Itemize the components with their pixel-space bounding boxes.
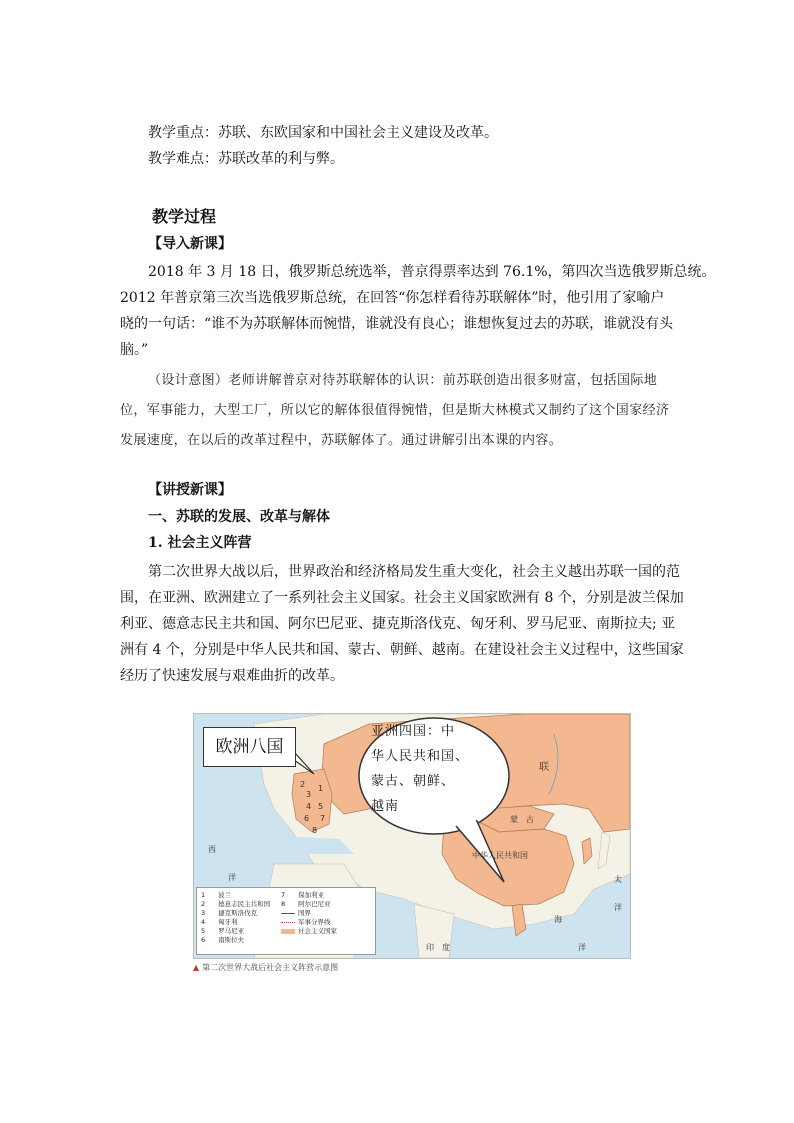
military-line-icon [281,922,295,923]
legend-item: 5 罗马尼亚 [201,927,245,935]
legend-item: 4 匈牙利 [201,918,238,926]
callout-asia-line: 蒙古、朝鲜、 [371,774,456,789]
design-note-line: 发展速度，在以后的改革过程中，苏联解体了。通过讲解引出本课的内容。 [120,433,563,448]
map-number: 8 [312,826,318,835]
map-number: 6 [304,814,310,823]
callout-europe: 欧洲八国 [203,727,296,767]
intro-line: 晓的一句话：“谁不为苏联解体而惋惜，谁就没有良心；谁想恢复过去的苏联，谁就没有头 [120,316,674,332]
label-india-ocean: 印 度 [426,943,450,952]
design-note [120,366,690,456]
map-number: 4 [306,802,312,811]
map-number: 3 [306,790,312,799]
legend-item: 8 阿尔巴尼亚 [281,900,331,908]
callout-asia [371,719,493,819]
label-pacific-b: 洋 [614,903,622,912]
legend-socialist [281,927,337,936]
lecture-line: 利亚、德意志民主共和国、阿尔巴尼亚、捷克斯洛伐克、匈牙利、罗马尼亚、南斯拉夫; 亚 [120,616,676,632]
map-number: 5 [318,802,324,811]
intro-line: 2012 年普京第三次当选俄罗斯总统，在回答“你怎样看待苏联解体”时，他引用了家喻户 [120,290,665,306]
lecture-heading: 【讲授新课】 [148,482,232,498]
legend-border-label: 国界 [298,909,311,917]
legend-item: 3 捷克斯洛伐克 [201,909,258,917]
label-west: 西 [208,845,216,854]
label-china: 中华人民共和国 [472,851,528,860]
legend-border [281,909,337,918]
lecture-line: 经历了快速发展与艰难曲折的改革。 [120,668,344,684]
process-title: 教学过程 [152,207,217,226]
triangle-icon: ▲ [193,963,200,972]
map-number: 1 [318,784,324,793]
legend-item: 2 德意志民主共和国 [201,900,271,908]
section-title: 一、苏联的发展、改革与解体 [148,509,330,525]
label-mongolia: 蒙 古 [510,815,534,824]
legend-military-label: 军事分界线 [298,918,331,926]
lecture-line: 第二次世界大战以后，世界政治和经济格局发生重大变化，社会主义越出苏联一国的范 [148,564,680,580]
label-sea: 海 [554,915,562,924]
legend-item: 6 南斯拉夫 [201,936,245,944]
intro-heading: 【导入新课】 [148,236,232,252]
map-legend [196,887,376,955]
callout-asia-line: 亚洲四国：中 [371,724,456,739]
border-line-icon [281,913,295,914]
design-note-line: 位，军事能力，大型工厂，所以它的解体很值得惋惜，但是斯大林模式又制约了这个国家经济 [120,403,670,418]
intro-line: 脑。” [120,342,149,358]
socialist-camp-map [193,713,631,959]
socialist-swatch-icon [281,929,295,934]
map-caption-text: 第二次世界大战后社会主义阵营示意图 [202,963,339,972]
lecture-line: 洲有 4 个，分别是中华人民共和国、蒙古、朝鲜、越南。在建设社会主义过程中，这些国家 [120,642,684,658]
intro-line: 2018 年 3 月 18 日，俄罗斯总统选举，普京得票率达到 76.1%，第四次当选俄罗斯总统。 [148,264,716,280]
legend-item: 1 波兰 [201,891,232,899]
map-caption [193,962,338,973]
lecture-paragraph [120,559,690,689]
label-ocean: 洋 [228,873,236,882]
map-number: 2 [300,780,306,789]
design-note-line: （设计意图）老师讲解普京对待苏联解体的认识：前苏联创造出很多财富，包括国际地 [148,373,658,388]
legend-item: 7 保加利亚 [281,891,325,899]
subsection-title: 1. 社会主义阵营 [148,535,252,551]
lecture-line: 围，在亚洲、欧洲建立了一系列社会主义国家。社会主义国家欧洲有 8 个，分别是波兰保加 [120,590,684,606]
difficult-points: 教学难点：苏联改革的利与弊。 [148,151,344,167]
map-number: 7 [320,814,326,823]
legend-military [281,918,337,927]
callout-asia-line: 越南 [371,799,400,814]
label-ocean2: 洋 [578,943,586,952]
label-pacific-a: 太 [614,875,622,884]
intro-paragraph [120,259,716,363]
callout-asia-line: 华人民共和国、 [371,749,470,764]
label-union: 联 [539,762,549,773]
key-points: 教学重点：苏联、东欧国家和中国社会主义建设及改革。 [148,125,498,141]
legend-socialist-label: 社会主义国家 [298,927,337,935]
